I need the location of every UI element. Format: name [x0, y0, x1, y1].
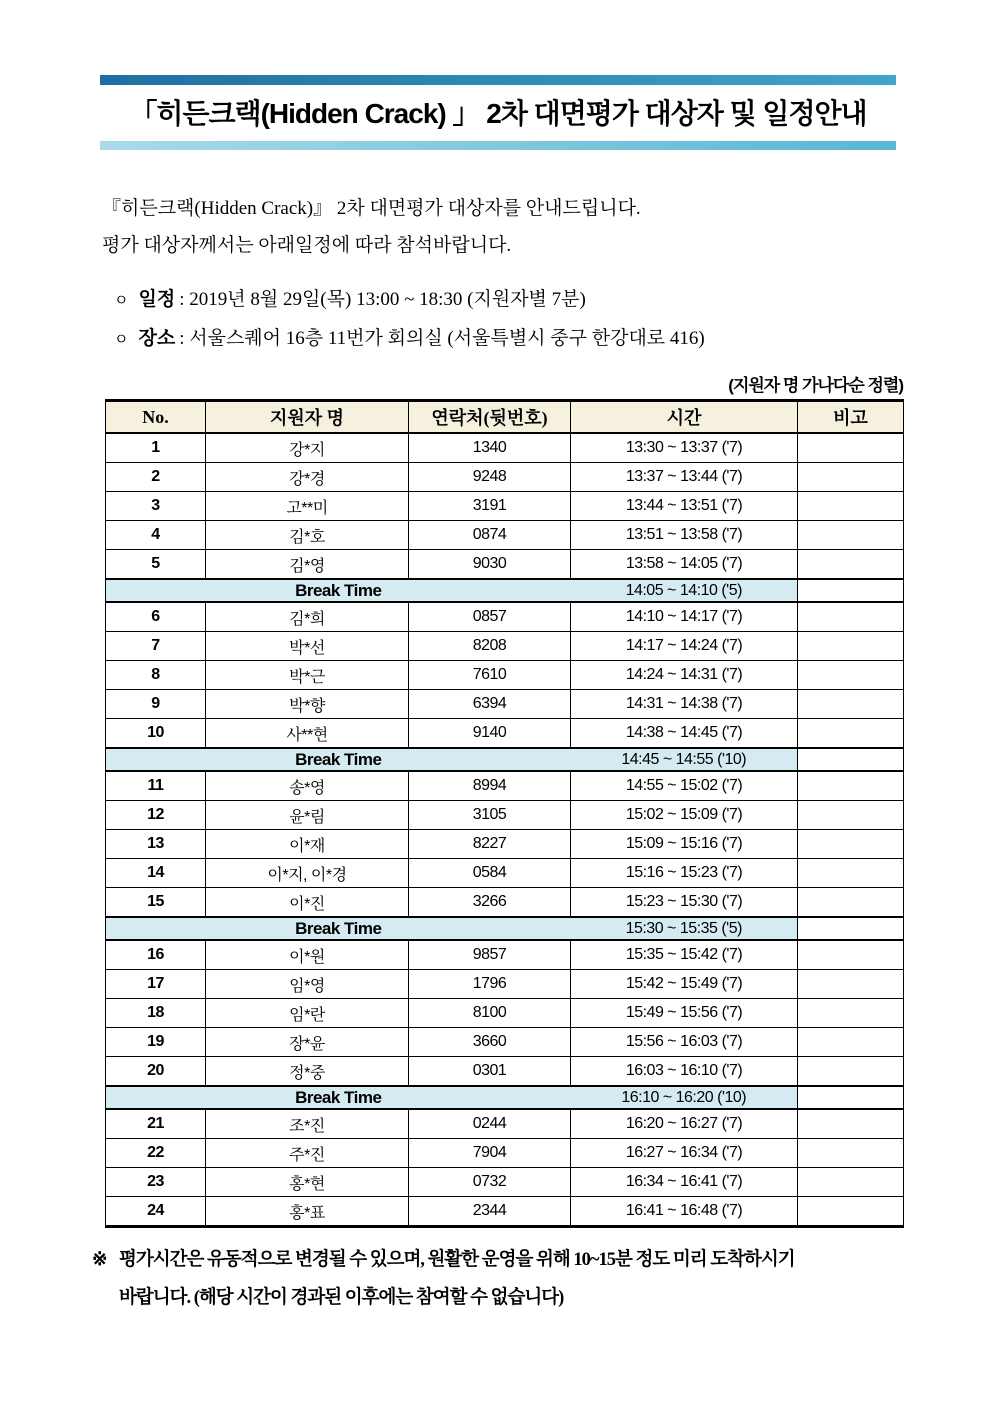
name-cell: 사**현 — [206, 719, 409, 749]
note-cell — [798, 1109, 904, 1139]
no-cell: 9 — [106, 690, 206, 719]
no-cell: 20 — [106, 1057, 206, 1087]
note-cell — [798, 1139, 904, 1168]
sort-note: (지원자 명 가나다순 정렬) — [728, 376, 903, 395]
name-cell: 임*란 — [206, 999, 409, 1028]
applicant-row — [106, 463, 904, 492]
contact-cell: 0301 — [409, 1057, 571, 1087]
applicant-row — [106, 1197, 904, 1227]
time-cell: 15:56 ~ 16:03 ('7) — [571, 1028, 798, 1057]
time-cell: 15:49 ~ 15:56 ('7) — [571, 999, 798, 1028]
applicant-row — [106, 632, 904, 661]
title-bottom-rule — [100, 141, 896, 150]
name-cell: 박*선 — [206, 632, 409, 661]
contact-cell: 3105 — [409, 801, 571, 830]
note-cell — [798, 433, 904, 463]
no-cell: 21 — [106, 1109, 206, 1139]
note-cell — [798, 463, 904, 492]
contact-cell: 7904 — [409, 1139, 571, 1168]
column-header-contact: 연락처(뒷번호) — [409, 401, 571, 434]
name-cell: 임*영 — [206, 970, 409, 999]
applicant-row — [106, 719, 904, 749]
name-cell: 이*원 — [206, 940, 409, 970]
time-cell: 13:44 ~ 13:51 ('7) — [571, 492, 798, 521]
name-cell: 박*향 — [206, 690, 409, 719]
name-cell: 홍*현 — [206, 1168, 409, 1197]
applicant-row — [106, 433, 904, 463]
time-cell: 14:55 ~ 15:02 ('7) — [571, 771, 798, 801]
break-row — [106, 748, 904, 771]
name-cell: 장*윤 — [206, 1028, 409, 1057]
contact-cell: 8208 — [409, 632, 571, 661]
footnote — [92, 1241, 922, 1317]
note-cell — [798, 917, 904, 940]
no-cell: 3 — [106, 492, 206, 521]
contact-cell: 3660 — [409, 1028, 571, 1057]
location-label: 장소 — [138, 328, 176, 349]
name-cell: 이*진 — [206, 888, 409, 918]
no-cell: 23 — [106, 1168, 206, 1197]
name-cell: 송*영 — [206, 771, 409, 801]
contact-cell: 8994 — [409, 771, 571, 801]
contact-cell: 9030 — [409, 550, 571, 580]
name-cell: 김*영 — [206, 550, 409, 580]
no-cell: 16 — [106, 940, 206, 970]
contact-cell: 0874 — [409, 521, 571, 550]
bullet-marker: ㅇ — [114, 332, 129, 348]
time-cell: 15:35 ~ 15:42 ('7) — [571, 940, 798, 970]
note-cell — [798, 748, 904, 771]
contact-cell: 1796 — [409, 970, 571, 999]
note-cell — [798, 940, 904, 970]
time-cell: 16:03 ~ 16:10 ('7) — [571, 1057, 798, 1087]
no-cell: 6 — [106, 602, 206, 632]
applicant-row — [106, 970, 904, 999]
no-cell: 11 — [106, 771, 206, 801]
schedule-label: 일정 — [138, 289, 176, 310]
info-bullets — [114, 281, 900, 359]
time-cell: 14:38 ~ 14:45 ('7) — [571, 719, 798, 749]
applicant-row — [106, 830, 904, 859]
schedule-bullet — [114, 281, 900, 320]
applicant-row — [106, 801, 904, 830]
name-cell: 윤*림 — [206, 801, 409, 830]
no-cell: 12 — [106, 801, 206, 830]
applicant-row — [106, 999, 904, 1028]
break-label: Break Time — [106, 748, 571, 771]
time-cell: 15:42 ~ 15:49 ('7) — [571, 970, 798, 999]
name-cell: 김*희 — [206, 602, 409, 632]
contact-cell: 3266 — [409, 888, 571, 918]
note-cell — [798, 771, 904, 801]
note-cell — [798, 690, 904, 719]
break-row — [106, 917, 904, 940]
no-cell: 4 — [106, 521, 206, 550]
no-cell: 7 — [106, 632, 206, 661]
note-cell — [798, 602, 904, 632]
column-header-time: 시간 — [571, 401, 798, 434]
contact-cell: 0584 — [409, 859, 571, 888]
location-bullet — [114, 320, 900, 359]
schedule-table — [105, 399, 904, 1228]
contact-cell: 3191 — [409, 492, 571, 521]
contact-cell: 2344 — [409, 1197, 571, 1227]
title-top-rule — [100, 75, 896, 85]
break-row — [106, 579, 904, 602]
name-cell: 강*경 — [206, 463, 409, 492]
note-cell — [798, 888, 904, 918]
note-cell — [798, 492, 904, 521]
break-time: 15:30 ~ 15:35 ('5) — [571, 917, 798, 940]
note-cell — [798, 1168, 904, 1197]
column-header-name: 지원자 명 — [206, 401, 409, 434]
contact-cell: 9140 — [409, 719, 571, 749]
note-cell — [798, 661, 904, 690]
location-text: : 서울스퀘어 16층 11번가 회의실 (서울특별시 중구 한강대로 416) — [179, 328, 705, 349]
note-cell — [798, 1057, 904, 1087]
contact-cell: 8100 — [409, 999, 571, 1028]
time-cell: 13:58 ~ 14:05 ('7) — [571, 550, 798, 580]
no-cell: 2 — [106, 463, 206, 492]
contact-cell: 8227 — [409, 830, 571, 859]
no-cell: 19 — [106, 1028, 206, 1057]
time-cell: 15:16 ~ 15:23 ('7) — [571, 859, 798, 888]
time-cell: 16:20 ~ 16:27 ('7) — [571, 1109, 798, 1139]
name-cell: 주*진 — [206, 1139, 409, 1168]
name-cell: 강*지 — [206, 433, 409, 463]
name-cell: 이*재 — [206, 830, 409, 859]
no-cell: 10 — [106, 719, 206, 749]
break-time: 14:45 ~ 14:55 ('10) — [571, 748, 798, 771]
footnote-line-2: 바랍니다. (해당 시간이 경과된 이후에는 참여할 수 없습니다) — [119, 1288, 564, 1308]
break-label: Break Time — [106, 1086, 571, 1109]
column-header-note: 비고 — [798, 401, 904, 434]
applicant-row — [106, 492, 904, 521]
time-cell: 14:24 ~ 14:31 ('7) — [571, 661, 798, 690]
no-cell: 22 — [106, 1139, 206, 1168]
no-cell: 5 — [106, 550, 206, 580]
break-row — [106, 1086, 904, 1109]
footnote-marker: ※ — [92, 1250, 107, 1270]
contact-cell: 9248 — [409, 463, 571, 492]
name-cell: 조*진 — [206, 1109, 409, 1139]
contact-cell: 7610 — [409, 661, 571, 690]
note-cell — [798, 1086, 904, 1109]
no-cell: 17 — [106, 970, 206, 999]
note-cell — [798, 719, 904, 749]
applicant-row — [106, 1109, 904, 1139]
time-cell: 15:09 ~ 15:16 ('7) — [571, 830, 798, 859]
applicant-row — [106, 1139, 904, 1168]
no-cell: 24 — [106, 1197, 206, 1227]
name-cell: 홍*표 — [206, 1197, 409, 1227]
no-cell: 18 — [106, 999, 206, 1028]
no-cell: 13 — [106, 830, 206, 859]
note-cell — [798, 1197, 904, 1227]
time-cell: 14:10 ~ 14:17 ('7) — [571, 602, 798, 632]
applicant-row — [106, 521, 904, 550]
contact-cell: 0732 — [409, 1168, 571, 1197]
applicant-row — [106, 1168, 904, 1197]
bullet-marker: ㅇ — [114, 293, 129, 309]
column-header-no: No. — [106, 401, 206, 434]
contact-cell: 0244 — [409, 1109, 571, 1139]
time-cell: 13:51 ~ 13:58 ('7) — [571, 521, 798, 550]
schedule-text: : 2019년 8월 29일(목) 13:00 ~ 18:30 (지원자별 7분) — [179, 289, 586, 310]
intro-line-1: 『히든크랙(Hidden Crack)』 2차 대면평가 대상자를 안내드립니다. — [102, 198, 641, 219]
time-cell: 16:41 ~ 16:48 ('7) — [571, 1197, 798, 1227]
note-cell — [798, 830, 904, 859]
time-cell: 14:31 ~ 14:38 ('7) — [571, 690, 798, 719]
note-cell — [798, 579, 904, 602]
name-cell: 정*중 — [206, 1057, 409, 1087]
note-cell — [798, 1028, 904, 1057]
applicant-row — [106, 602, 904, 632]
time-cell: 15:23 ~ 15:30 ('7) — [571, 888, 798, 918]
contact-cell: 6394 — [409, 690, 571, 719]
contact-cell: 1340 — [409, 433, 571, 463]
applicant-row — [106, 550, 904, 580]
contact-cell: 9857 — [409, 940, 571, 970]
intro-paragraph — [102, 190, 900, 264]
time-cell: 14:17 ~ 14:24 ('7) — [571, 632, 798, 661]
break-time: 16:10 ~ 16:20 ('10) — [571, 1086, 798, 1109]
no-cell: 14 — [106, 859, 206, 888]
applicant-row — [106, 1057, 904, 1087]
footnote-line-1: 평가시간은 유동적으로 변경될 수 있으며, 원활한 운영을 위해 10~15분 정도 미리 도착하시기 — [119, 1250, 795, 1270]
footnote-text — [119, 1241, 922, 1317]
time-cell: 16:27 ~ 16:34 ('7) — [571, 1139, 798, 1168]
name-cell: 이*지, 이*경 — [206, 859, 409, 888]
time-cell: 16:34 ~ 16:41 ('7) — [571, 1168, 798, 1197]
note-cell — [798, 859, 904, 888]
time-cell: 15:02 ~ 15:09 ('7) — [571, 801, 798, 830]
name-cell: 김*호 — [206, 521, 409, 550]
no-cell: 15 — [106, 888, 206, 918]
break-time: 14:05 ~ 14:10 ('5) — [571, 579, 798, 602]
applicant-row — [106, 888, 904, 918]
no-cell: 8 — [106, 661, 206, 690]
no-cell: 1 — [106, 433, 206, 463]
note-cell — [798, 550, 904, 580]
note-cell — [798, 999, 904, 1028]
applicant-row — [106, 940, 904, 970]
note-cell — [798, 521, 904, 550]
applicant-row — [106, 690, 904, 719]
applicant-row — [106, 661, 904, 690]
applicant-row — [106, 859, 904, 888]
break-label: Break Time — [106, 579, 571, 602]
page-title: 「히든크랙(Hidden Crack) 」 2차 대면평가 대상자 및 일정안내 — [129, 98, 867, 129]
name-cell: 고**미 — [206, 492, 409, 521]
name-cell: 박*근 — [206, 661, 409, 690]
note-cell — [798, 632, 904, 661]
note-cell — [798, 970, 904, 999]
contact-cell: 0857 — [409, 602, 571, 632]
time-cell: 13:30 ~ 13:37 ('7) — [571, 433, 798, 463]
note-cell — [798, 801, 904, 830]
intro-line-2: 평가 대상자께서는 아래일정에 따라 참석바랍니다. — [102, 235, 512, 256]
table-header-row — [106, 401, 904, 434]
break-label: Break Time — [106, 917, 571, 940]
applicant-row — [106, 1028, 904, 1057]
applicant-row — [106, 771, 904, 801]
time-cell: 13:37 ~ 13:44 ('7) — [571, 463, 798, 492]
